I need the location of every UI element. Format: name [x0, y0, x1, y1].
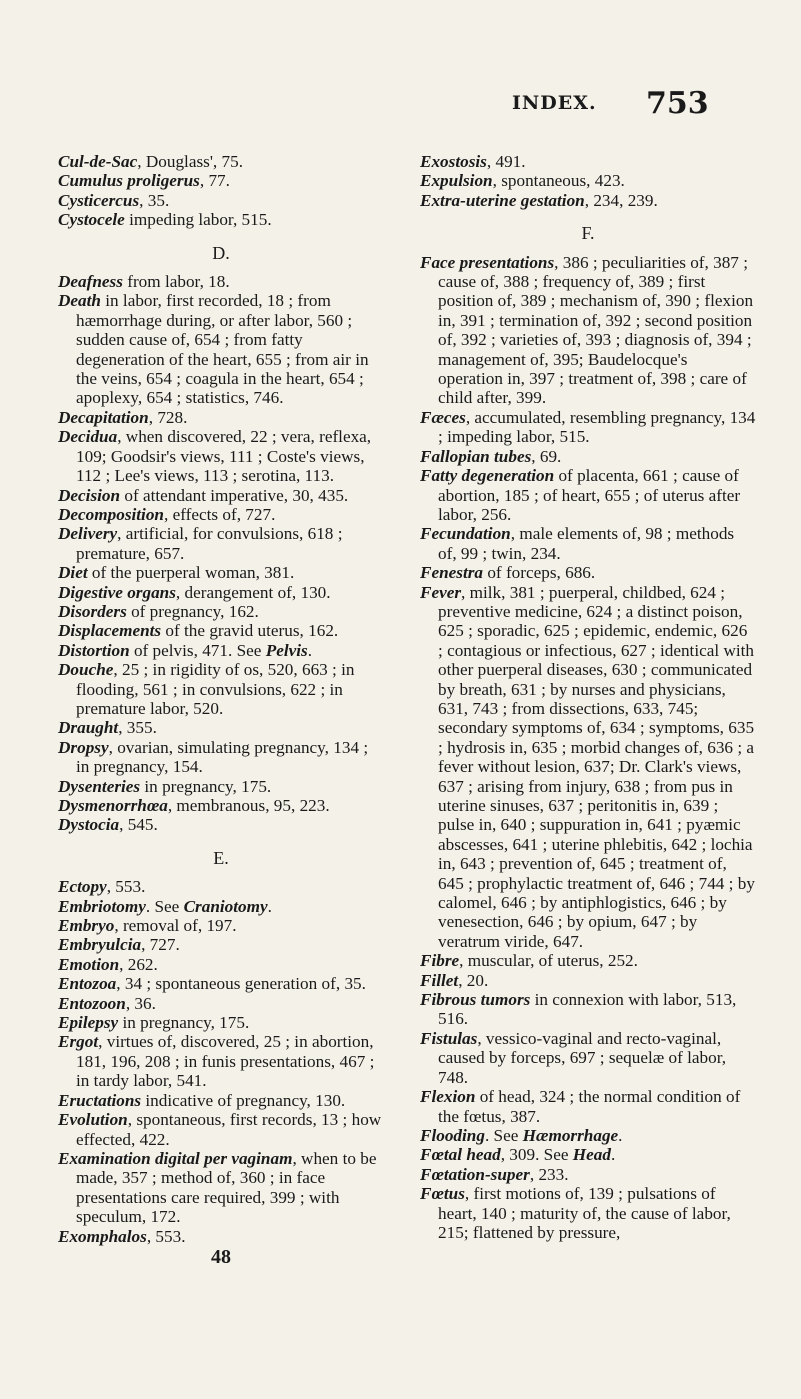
index-references: , accumulated, resembling pregnancy, 134 ; impeding labor, 515.: [438, 407, 756, 447]
index-term: Delivery: [58, 524, 118, 544]
index-term: Fatty degeneration: [420, 466, 555, 486]
index-term: Embriotomy: [58, 896, 146, 916]
index-entry: [58, 641, 384, 660]
index-references: , when to be made, 357 ; method of, 360 ; in face presentations care required, 399 ; with speculum, 172.: [76, 1148, 377, 1227]
index-term: Eructations: [58, 1090, 142, 1110]
index-entry: [58, 718, 384, 737]
index-term: Fallopian tubes: [420, 446, 532, 466]
index-entry: [58, 815, 384, 834]
index-term: Cul-de-Sac: [58, 152, 138, 171]
index-entry: [420, 191, 756, 210]
index-references: impeding labor, 515.: [124, 210, 272, 230]
index-term: Decomposition: [58, 504, 164, 524]
index-references: . See: [145, 896, 184, 916]
index-entry: [58, 602, 384, 621]
index-references: of head, 324 ; the normal condition of the fœtus, 387.: [438, 1087, 741, 1126]
index-entry: [58, 505, 384, 524]
index-term: Distortion: [58, 640, 130, 660]
index-references: , 69.: [531, 446, 562, 466]
index-references: of pregnancy, 162.: [126, 601, 259, 621]
index-entry: [420, 563, 756, 582]
index-entry: [420, 466, 756, 524]
index-entry: [58, 1013, 384, 1032]
index-term: Displacements: [58, 621, 162, 641]
index-entry: [420, 1165, 756, 1184]
index-entry: [58, 1149, 384, 1227]
index-term: Face presentations: [420, 252, 555, 272]
index-references: , 553.: [146, 1226, 186, 1246]
index-term: Fibrous tumors: [420, 990, 531, 1010]
index-term: Dystocia: [58, 815, 120, 835]
index-entry: [58, 486, 384, 505]
index-term: Embryulcia: [58, 935, 142, 955]
index-entry: [420, 1029, 756, 1087]
index-entry: [420, 951, 756, 970]
index-term: Dropsy: [58, 737, 109, 757]
entries-f: [420, 253, 756, 1243]
index-entry: [58, 777, 384, 796]
index-references: , removal of, 197.: [114, 916, 237, 936]
index-references: , milk, 381 ; puerperal, childbed, 624 ; preventive medicine, 624 ; a distinct poison, 625 ; sporadic, 625 ; epidemic, endemic, 626 ; contagious or infectious, 627 ; identical with other puerperal diseases, 630 ; communicated by breath, 631 ; by nurses and physicians, 631, 743 ; from dissections, 633, 745; secondary symptoms of, 634 ; symptoms, 635 ; hydrosis in, 635 ; morbid changes of, 636 ; a fever without lesion, 637; Dr. Clark's views, 637 ; arising from injury, 638 ; from pus in uterine sinuses, 637 ; peritonitis in, 639 ; pulse in, 640 ; suppuration in, 641 ; pyæmic abscesses, 641 ; uterine phlebitis, 642 ; lochia in, 643 ; prevention of, 645 ; treatment of, 645 ; prophylactic treatment of, 646 ; 744 ; by calomel, 646 ; by antiphlogistics, 646 ; by venesection, 646 ; by opium, 647 ; by veratrum viride, 647.: [438, 582, 755, 951]
index-entry: [58, 1032, 384, 1090]
index-entry: [58, 563, 384, 582]
entries-e2: [420, 152, 756, 210]
index-entry: [420, 1126, 756, 1145]
index-term: Cumulus proligerus: [58, 171, 200, 191]
index-term: Fillet: [420, 970, 459, 990]
index-entry: [420, 408, 756, 447]
index-references: , when discovered, 22 ; vera, reflexa, 109; Goodsir's views, 111 ; Coste's views, 112 ; Lee's views, 113 ; serotina, 113.: [76, 427, 372, 486]
index-term: Exomphalos: [58, 1226, 147, 1246]
index-references: of the gravid uterus, 162.: [161, 621, 339, 641]
index-entry: [58, 191, 384, 210]
index-references: , 386 ; peculiarities of, 387 ; cause of, 388 ; frequency of, 389 ; first position of, 389 ; mechanism of, 390 ; flexion in, 391 ; termination of, 392 ; second position of, 392 ; varieties of, 393 ; diagnosis of, 394 ; management of, 395; Baudelocque's operation in, 397 ; treatment of, 398 ; care of child after, 399.: [438, 252, 754, 408]
right-column: [420, 152, 756, 1242]
index-term: Diet: [58, 563, 88, 583]
index-references: , derangement of, 130.: [175, 582, 331, 602]
index-references: of placenta, 661 ; cause of abortion, 185 ; of heart, 655 ; of uterus after labor, 256.: [438, 466, 741, 524]
index-term: Entozoa: [58, 974, 117, 994]
section-letter-f: F.: [581, 223, 595, 244]
index-entry: [58, 1110, 384, 1149]
entries-d: [58, 272, 384, 835]
index-entry: [58, 583, 384, 602]
index-references: , 355.: [118, 718, 157, 738]
index-references: in labor, first recorded, 18 ; from hæmorrhage during, or after labor, 560 ; sudden cause of, 654 ; from fatty degeneration of the heart, 655 ; from air in the veins, 654 ; coagula in the heart, 654 ; apoplexy, 654 ; statistics, 746.: [76, 291, 369, 408]
index-term: Draught: [58, 718, 119, 738]
index-references: , spontaneous, first records, 13 ; how effected, 422.: [76, 1110, 382, 1149]
index-references: , vessico-vaginal and recto-vaginal, caused by forceps, 697 ; sequelæ of labor, 748.: [438, 1028, 727, 1087]
index-entry: [420, 1145, 756, 1164]
index-references: , 234, 239.: [584, 190, 658, 210]
entry-tail: .: [307, 640, 312, 660]
entry-tail: .: [610, 1145, 616, 1165]
index-entry: [420, 1184, 756, 1242]
index-references: , first motions of, 139 ; pulsations of heart, 140 ; maturity of, the cause of labor, 215; flattened by pressure,: [438, 1184, 731, 1242]
index-entry: [58, 621, 384, 640]
index-term: Entozoon: [58, 993, 126, 1013]
index-entry: [58, 955, 384, 974]
index-term: Examination digital per vaginam: [58, 1148, 293, 1168]
signature-mark: 48: [211, 1245, 231, 1268]
index-references: , 36.: [125, 993, 156, 1013]
section-letter-e: E.: [213, 847, 229, 868]
index-references: , male elements of, 98 ; methods of, 99 ; twin, 234.: [438, 524, 735, 563]
index-term: Dysmenorrhœa: [58, 796, 168, 815]
index-references: , 233.: [529, 1164, 569, 1184]
index-term: Flooding: [420, 1125, 485, 1145]
page-header: [0, 86, 801, 132]
entry-tail: .: [618, 1125, 623, 1145]
index-term: Douche: [58, 660, 114, 680]
index-references: , 262.: [119, 954, 158, 974]
index-references: , virtues of, discovered, 25 ; in abortion, 181, 196, 208 ; in funis presentations, 467 ; in tardy labor, 541.: [76, 1032, 375, 1091]
index-entry: [420, 171, 756, 190]
index-references: of the puerperal woman, 381.: [87, 563, 295, 583]
index-term: Decapitation: [58, 407, 149, 427]
index-entry: [58, 408, 384, 427]
index-term: Deafness: [58, 272, 123, 292]
index-references: , 728.: [148, 407, 188, 427]
cross-reference: Hæmorrhage: [522, 1125, 619, 1145]
index-term: Death: [58, 291, 101, 311]
index-term: Disorders: [58, 601, 127, 621]
index-term: Fecundation: [420, 524, 511, 544]
running-title: INDEX.: [512, 92, 597, 114]
index-references: , muscular, of uterus, 252.: [459, 951, 638, 971]
index-term: Fenestra: [420, 563, 484, 583]
index-references: , 34 ; spontaneous generation of, 35.: [116, 974, 366, 994]
index-term: Fistulas: [420, 1028, 478, 1048]
section-letter-d: D.: [212, 242, 230, 263]
index-references: , 20.: [458, 970, 489, 990]
index-term: Ectopy: [58, 877, 107, 897]
index-references: , ovarian, simulating pregnancy, 134 ; in pregnancy, 154.: [76, 737, 369, 777]
index-references: , 491.: [486, 152, 526, 171]
index-references: in connexion with labor, 513, 516.: [438, 990, 737, 1029]
index-entry: [420, 524, 756, 563]
index-entry: [420, 447, 756, 466]
index-entry: [58, 272, 384, 291]
index-entry: [420, 583, 756, 952]
index-entry: [58, 916, 384, 935]
index-references: , Douglass', 75.: [137, 152, 243, 171]
index-entry: [58, 796, 384, 815]
index-term: Fever: [420, 582, 462, 602]
index-entry: [420, 1087, 756, 1126]
index-term: Cysticercus: [58, 190, 140, 210]
index-entry: [58, 935, 384, 954]
entries-e: [58, 877, 384, 1246]
entries-c: [58, 152, 384, 230]
index-references: , 25 ; in rigidity of os, 520, 663 ; in flooding, 561 ; in convulsions, 622 ; in premature labor, 520.: [76, 660, 355, 718]
index-entry: [58, 524, 384, 563]
index-term: Fæces: [420, 407, 466, 427]
index-references: of attendant imperative, 30, 435.: [120, 485, 349, 505]
index-references: . See: [484, 1125, 523, 1145]
entry-tail: .: [267, 896, 272, 916]
cross-reference: Craniotomy: [183, 896, 268, 916]
index-references: , 77.: [199, 171, 230, 191]
index-entry: [58, 427, 384, 485]
index-references: , 35.: [139, 190, 170, 210]
index-term: Decision: [58, 485, 121, 505]
index-references: indicative of pregnancy, 130.: [141, 1090, 346, 1110]
index-references: , 727.: [141, 935, 180, 955]
index-term: Exostosis: [420, 152, 487, 171]
index-entry: [58, 994, 384, 1013]
index-entry: [58, 1227, 384, 1246]
index-term: Extra-uterine gestation: [420, 190, 585, 210]
index-entry: [58, 897, 384, 916]
cross-reference: Pelvis: [265, 640, 308, 660]
page-number: 753: [646, 86, 709, 121]
index-term: Evolution: [58, 1110, 128, 1130]
index-term: Dysenteries: [58, 776, 141, 796]
index-references: in pregnancy, 175.: [140, 776, 272, 796]
index-term: Fœtation-super: [420, 1164, 530, 1184]
index-term: Fibre: [420, 951, 460, 971]
index-entry: [420, 990, 756, 1029]
index-term: Embryo: [58, 916, 115, 936]
index-references: , membranous, 95, 223.: [167, 796, 330, 815]
cross-reference: Head: [572, 1145, 611, 1165]
index-references: of forceps, 686.: [483, 563, 596, 583]
index-references: , artificial, for convulsions, 618 ; premature, 657.: [76, 524, 343, 563]
index-references: in pregnancy, 175.: [118, 1013, 250, 1033]
index-entry: [420, 971, 756, 990]
index-term: Emotion: [58, 954, 120, 974]
index-entry: [58, 660, 384, 718]
index-entry: [58, 291, 384, 407]
index-term: Epilepsy: [58, 1013, 119, 1033]
index-term: Cystocele: [58, 210, 125, 230]
index-term: Fœtus: [420, 1184, 465, 1204]
index-entry: [420, 253, 756, 408]
index-references: , effects of, 727.: [164, 504, 276, 524]
index-references: from labor, 18.: [122, 272, 230, 292]
index-entry: [58, 152, 384, 171]
index-term: Fœtal head: [420, 1145, 501, 1165]
index-term: Flexion: [420, 1087, 476, 1107]
index-term: Digestive organs: [58, 582, 176, 602]
left-column: [58, 152, 384, 1267]
index-entry: [58, 1091, 384, 1110]
index-references: , 309. See: [500, 1145, 573, 1165]
index-entry: [58, 210, 384, 229]
index-references: , spontaneous, 423.: [492, 171, 625, 191]
index-term: Ergot: [58, 1032, 99, 1052]
index-entry: [58, 171, 384, 190]
index-term: Expulsion: [420, 171, 493, 191]
index-references: of pelvis, 471. See: [129, 640, 266, 660]
index-references: , 545.: [119, 815, 158, 835]
index-entry: [420, 152, 756, 171]
index-references: , 553.: [106, 877, 146, 897]
index-term: Decidua: [58, 427, 118, 447]
index-entry: [58, 877, 384, 896]
index-entry: [58, 738, 384, 777]
index-entry: [58, 974, 384, 993]
